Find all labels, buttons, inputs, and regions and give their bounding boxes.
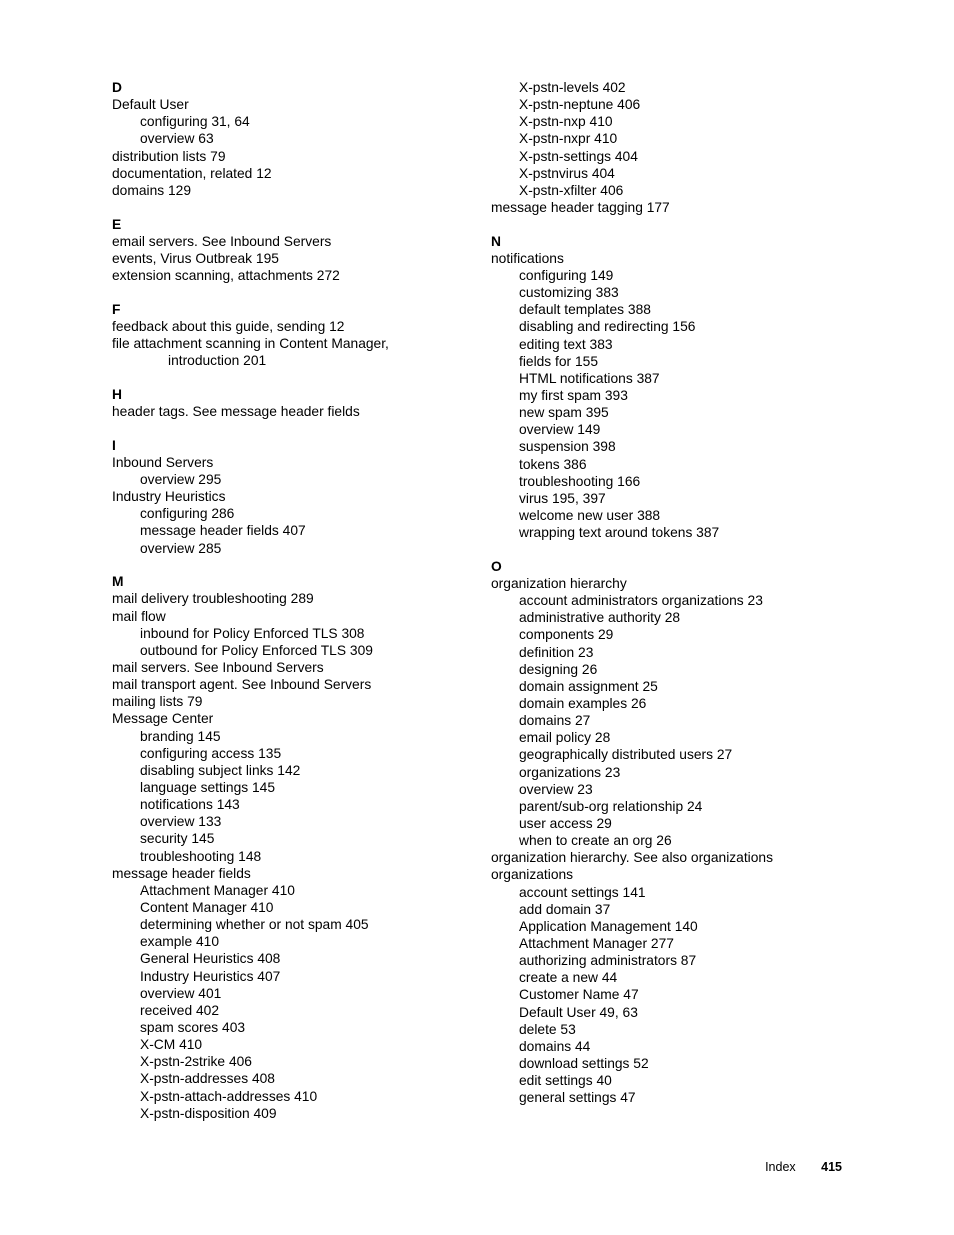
index-subentry: troubleshooting 148 — [140, 848, 262, 864]
index-entry: email servers. See Inbound Servers — [112, 233, 332, 249]
index-subentry: editing text 383 — [519, 336, 613, 352]
index-subentry: notifications 143 — [140, 797, 240, 813]
index-section-letter: F — [112, 301, 121, 317]
section-gap — [491, 216, 891, 233]
index-subentry: example 410 — [140, 934, 220, 950]
index-subentry: overview 149 — [519, 422, 601, 438]
index-subentry: organizations 23 — [519, 764, 621, 780]
index-subentry: determining whether or not spam 405 — [140, 917, 369, 933]
index-entry: organizations — [491, 867, 574, 883]
index-subentry: configuring 31, 64 — [140, 114, 250, 130]
index-column-right — [491, 79, 891, 1106]
index-section-letter: O — [491, 558, 502, 574]
index-subentry: Default User 49, 63 — [519, 1004, 638, 1020]
index-subentry: Attachment Manager 410 — [140, 882, 295, 898]
index-section-letter: I — [112, 437, 116, 453]
index-subentry: administrative authority 28 — [519, 610, 681, 626]
index-subentry: language settings 145 — [140, 780, 276, 796]
index-subentry: authorizing administrators 87 — [519, 953, 697, 969]
index-entry: events, Virus Outbreak 195 — [112, 250, 279, 266]
index-subentry: HTML notifications 387 — [519, 370, 660, 386]
index-subentry: outbound for Policy Enforced TLS 309 — [140, 642, 373, 658]
index-entry: documentation, related 12 — [112, 165, 272, 181]
section-gap — [112, 199, 472, 216]
index-subentry: X-pstn-nxpr 410 — [519, 131, 618, 147]
index-subentry: message header fields 407 — [140, 523, 306, 539]
index-subentry: account administrators organizations 23 — [519, 593, 763, 609]
index-subentry: X-pstn-nxp 410 — [519, 114, 613, 130]
index-subentry: security 145 — [140, 831, 215, 847]
index-entry: organization hierarchy — [491, 575, 627, 591]
index-entry: Message Center — [112, 711, 214, 727]
index-entry: Default User — [112, 97, 189, 113]
index-entry: header tags. See message header fields — [112, 404, 360, 420]
index-subentry: X-pstn-settings 404 — [519, 148, 638, 164]
index-subentry: introduction 201 — [168, 353, 267, 369]
index-subentry: wrapping text around tokens 387 — [519, 525, 720, 541]
index-subentry: virus 195, 397 — [519, 490, 606, 506]
index-subentry: my first spam 393 — [519, 387, 628, 403]
index-subentry: definition 23 — [519, 644, 594, 660]
index-subentry: General Heuristics 408 — [140, 951, 281, 967]
index-subentry: troubleshooting 166 — [519, 473, 641, 489]
index-section-letter: E — [112, 216, 122, 232]
index-subentry: domain examples 26 — [519, 695, 647, 711]
index-subentry: overview 295 — [140, 472, 222, 488]
index-subentry: branding 145 — [140, 728, 221, 744]
index-column-left — [112, 79, 472, 1122]
page-number: 415 — [821, 1160, 842, 1174]
index-subentry: X-pstnvirus 404 — [519, 165, 615, 181]
index-entry: mailing lists 79 — [112, 694, 203, 710]
index-subentry: X-pstn-neptune 406 — [519, 97, 641, 113]
index-subentry: overview 63 — [140, 131, 214, 147]
index-entry: mail transport agent. See Inbound Servers — [112, 677, 372, 693]
index-entry: mail flow — [112, 608, 166, 624]
index-entry: message header tagging 177 — [491, 199, 670, 215]
index-subentry: components 29 — [519, 627, 614, 643]
index-section-letter: D — [112, 80, 122, 95]
index-entry: Industry Heuristics — [112, 489, 226, 505]
page-footer — [765, 1160, 842, 1174]
index-subentry: X-CM 410 — [140, 1037, 203, 1053]
index-entry: message header fields — [112, 865, 251, 881]
index-subentry: edit settings 40 — [519, 1073, 612, 1089]
index-entry: file attachment scanning in Content Manager, — [112, 336, 389, 352]
section-gap — [112, 557, 472, 574]
index-subentry: inbound for Policy Enforced TLS 308 — [140, 625, 365, 641]
index-subentry: Content Manager 410 — [140, 900, 274, 916]
index-entry: notifications — [491, 250, 564, 266]
footer-section-label: Index — [765, 1160, 796, 1174]
section-gap — [112, 420, 472, 437]
index-subentry: add domain 37 — [519, 901, 611, 917]
index-subentry: user access 29 — [519, 815, 612, 831]
index-subentry: X-pstn-levels 402 — [519, 80, 626, 95]
index-entry: mail servers. See Inbound Servers — [112, 660, 324, 676]
section-gap — [112, 284, 472, 301]
index-subentry: disabling and redirecting 156 — [519, 319, 696, 335]
index-entry: domains 129 — [112, 182, 192, 198]
index-subentry: customizing 383 — [519, 285, 619, 301]
index-entry: feedback about this guide, sending 12 — [112, 318, 345, 334]
index-subentry: suspension 398 — [519, 439, 616, 455]
index-subentry: parent/sub-org relationship 24 — [519, 798, 703, 814]
index-subentry: configuring 286 — [140, 506, 235, 522]
index-subentry: tokens 386 — [519, 456, 587, 472]
index-subentry: Customer Name 47 — [519, 987, 639, 1003]
index-subentry: Industry Heuristics 407 — [140, 968, 281, 984]
index-subentry: when to create an org 26 — [519, 833, 672, 849]
index-subentry: X-pstn-addresses 408 — [140, 1071, 275, 1087]
index-subentry: create a new 44 — [519, 970, 618, 986]
index-entry: mail delivery troubleshooting 289 — [112, 591, 314, 607]
index-subentry: domains 27 — [519, 713, 591, 729]
index-entry: distribution lists 79 — [112, 148, 226, 164]
index-subentry: X-pstn-attach-addresses 410 — [140, 1088, 318, 1104]
index-section-letter: N — [491, 233, 501, 249]
index-subentry: configuring access 135 — [140, 745, 282, 761]
index-subentry: configuring 149 — [519, 268, 614, 283]
index-subentry: default templates 388 — [519, 302, 651, 318]
section-gap — [112, 369, 472, 386]
index-subentry: account settings 141 — [519, 884, 646, 900]
index-subentry: new spam 395 — [519, 405, 609, 421]
index-subentry: fields for 155 — [519, 353, 598, 369]
index-subentry: designing 26 — [519, 661, 598, 677]
index-subentry: general settings 47 — [519, 1090, 636, 1106]
index-subentry: received 402 — [140, 1002, 220, 1018]
index-section-letter: M — [112, 574, 124, 590]
index-subentry: geographically distributed users 27 — [519, 747, 733, 763]
index-subentry: X-pstn-disposition 409 — [140, 1105, 277, 1121]
index-subentry: domain assignment 25 — [519, 678, 658, 694]
index-subentry: spam scores 403 — [140, 1020, 246, 1035]
index-subentry: disabling subject links 142 — [140, 762, 301, 778]
index-entry: organization hierarchy. See also organizations — [491, 850, 773, 866]
index-entry: extension scanning, attachments 272 — [112, 268, 340, 283]
index-entry: Inbound Servers — [112, 454, 214, 470]
section-gap — [491, 541, 891, 558]
index-section-letter: H — [112, 386, 122, 402]
index-subentry: X-pstn-xfilter 406 — [519, 182, 624, 198]
index-subentry: Application Management 140 — [519, 918, 698, 934]
index-subentry: overview 133 — [140, 814, 222, 830]
index-subentry: overview 401 — [140, 985, 222, 1001]
index-subentry: download settings 52 — [519, 1055, 649, 1071]
index-subentry: welcome new user 388 — [519, 507, 661, 523]
index-subentry: domains 44 — [519, 1038, 591, 1054]
index-subentry: Attachment Manager 277 — [519, 935, 674, 951]
index-subentry: email policy 28 — [519, 730, 611, 746]
index-subentry: delete 53 — [519, 1021, 576, 1037]
index-subentry: overview 23 — [519, 781, 593, 797]
index-subentry: X-pstn-2strike 406 — [140, 1054, 252, 1070]
index-subentry: overview 285 — [140, 540, 222, 556]
